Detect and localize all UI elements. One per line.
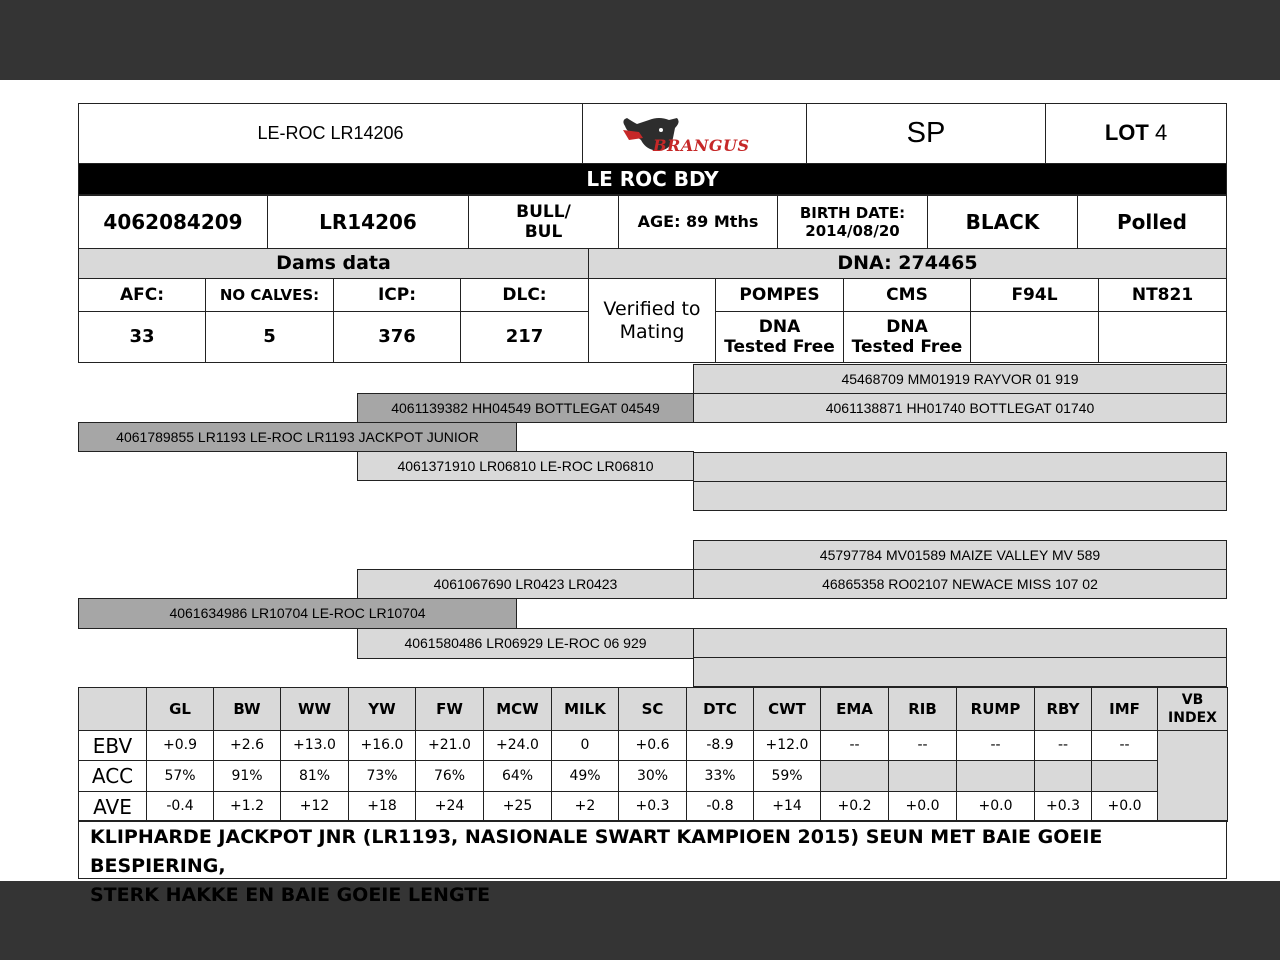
ebv-column-header: SC (618, 687, 687, 731)
ebv-value-cell: +12 (280, 791, 349, 822)
verified-to-mating (588, 278, 716, 363)
ebv-value-cell: +12.0 (753, 730, 821, 761)
ebv-column-header: IMF (1091, 687, 1158, 731)
ebv-value-cell: +25 (483, 791, 552, 822)
animal-name-title: LE ROC BDY (78, 163, 1227, 195)
dna-title: DNA: 274465 (588, 248, 1227, 279)
ebv-value-cell: +1.2 (213, 791, 281, 822)
animal-code: LE-ROC LR14206 (78, 103, 583, 164)
pedigree-sire-dam-dam (693, 481, 1227, 511)
dna-result-line2: Tested Free (724, 337, 835, 357)
verified-line1: Verified to (603, 297, 701, 320)
dams-value-calves: 5 (205, 311, 334, 363)
logo-text: BRANGUS (653, 136, 750, 155)
ebv-row-label: ACC (78, 760, 147, 792)
ebv-value-cell: 76% (415, 760, 484, 792)
ebv-value-cell: -- (1034, 730, 1092, 761)
sex-line1: BULL/ (516, 201, 571, 222)
top-frame-bar (0, 0, 1280, 80)
ebv-value-cell: 91% (213, 760, 281, 792)
ebv-value-cell (1034, 760, 1092, 792)
ebv-value-cell: -0.4 (146, 791, 214, 822)
vb-index-line2: INDEX (1168, 710, 1217, 726)
color: BLACK (927, 195, 1078, 249)
ebv-header-corner (78, 687, 147, 731)
pedigree-dam-dam: 4061580486 LR06929 LE-ROC 06 929 (357, 628, 694, 659)
ebv-value-cell: +13.0 (280, 730, 349, 761)
ebv-value-cell: +21.0 (415, 730, 484, 761)
sex-line2: BUL (524, 222, 563, 242)
ebv-vb-index-header (1157, 687, 1228, 731)
breed-logo (582, 103, 807, 164)
ebv-column-header: YW (348, 687, 416, 731)
dna-test-cms: CMS (843, 278, 971, 312)
ebv-value-cell: 81% (280, 760, 349, 792)
ebv-value-cell: +0.2 (820, 791, 889, 822)
ebv-value-cell: +2 (551, 791, 619, 822)
pedigree-dam-sire-sire: 45797784 MV01589 MAIZE VALLEY MV 589 (693, 540, 1227, 570)
dams-header-dlc: DLC: (460, 278, 589, 312)
dams-value-afc: 33 (78, 311, 206, 363)
comment-line2: STERK HAKKE EN BAIE GOEIE LENGTE (90, 884, 491, 906)
ebv-value-cell: 30% (618, 760, 687, 792)
ebv-column-header: EMA (820, 687, 889, 731)
ebv-row-label: EBV (78, 730, 147, 761)
lot-box (1045, 103, 1227, 164)
ebv-value-cell: +0.0 (888, 791, 957, 822)
birth-date-label: BIRTH DATE: (799, 204, 906, 222)
ebv-value-cell: +14 (753, 791, 821, 822)
ebv-value-cell: +18 (348, 791, 416, 822)
ebv-column-header: BW (213, 687, 281, 731)
dna-result-line2: Tested Free (851, 337, 963, 357)
ebv-value-cell: 57% (146, 760, 214, 792)
verified-line2: Mating (619, 320, 685, 343)
pedigree-sire-dam-sire (693, 452, 1227, 482)
ebv-value-cell: 0 (551, 730, 619, 761)
pedigree-sire-sire-dam: 4061138871 HH01740 BOTTLEGAT 01740 (693, 393, 1227, 423)
comment-box (78, 820, 1227, 906)
ebv-value-cell (956, 760, 1035, 792)
vb-index-line1: VB (1181, 691, 1204, 708)
dams-value-icp: 376 (333, 311, 461, 363)
ebv-column-header: CWT (753, 687, 821, 731)
ebv-column-header: RUMP (956, 687, 1035, 731)
dna-result-line1: DNA (886, 316, 928, 337)
ebv-value-cell (1091, 760, 1158, 792)
ebv-value-cell: -- (888, 730, 957, 761)
birth-date (777, 195, 928, 249)
ebv-value-cell: 49% (551, 760, 619, 792)
dams-value-dlc: 217 (460, 311, 589, 363)
ebv-value-cell: +0.0 (1091, 791, 1158, 822)
dna-result-cms (843, 311, 971, 363)
ebv-value-cell: 73% (348, 760, 416, 792)
ebv-value-cell: 33% (686, 760, 754, 792)
ebv-value-cell: +24 (415, 791, 484, 822)
ebv-column-header: RBY (1034, 687, 1092, 731)
dna-result-f94l (970, 311, 1099, 363)
ebv-value-cell: +0.9 (146, 730, 214, 761)
dna-test-f94l: F94L (970, 278, 1099, 312)
pedigree-dam-sire: 4061067690 LR0423 LR0423 (357, 569, 694, 599)
registration-number: 4062084209 (78, 195, 268, 249)
pedigree-sire: 4061789855 LR1193 LE-ROC LR1193 JACKPOT JUNIOR (78, 422, 517, 452)
pedigree-sire-sire-sire: 45468709 MM01919 RAYVOR 01 919 (693, 364, 1227, 394)
ebv-row-label: AVE (78, 791, 147, 822)
ebv-value-cell: +16.0 (348, 730, 416, 761)
ebv-value-cell: +0.3 (618, 791, 687, 822)
age: AGE: 89 Mths (618, 195, 778, 249)
comment-line1: KLIPHARDE JACKPOT JNR (LR1193, NASIONALE SWART KAMPIOEN 2015) SEUN MET BAIE GOEIE BESPIERING, (90, 826, 1103, 877)
pedigree-sire-sire: 4061139382 HH04549 BOTTLEGAT 04549 (357, 393, 694, 423)
ebv-column-header: MCW (483, 687, 552, 731)
ebv-value-cell (820, 760, 889, 792)
ebv-value-cell: +2.6 (213, 730, 281, 761)
ebv-value-cell: -- (956, 730, 1035, 761)
ebv-value-cell: -8.9 (686, 730, 754, 761)
ebv-column-header: GL (146, 687, 214, 731)
dams-header-calves: NO CALVES: (205, 278, 334, 312)
ebv-column-header: DTC (686, 687, 754, 731)
ebv-value-cell: +24.0 (483, 730, 552, 761)
dams-header-icp: ICP: (333, 278, 461, 312)
ebv-column-header: FW (415, 687, 484, 731)
herd-code: LR14206 (267, 195, 469, 249)
ebv-value-cell (888, 760, 957, 792)
ebv-value-cell: -- (820, 730, 889, 761)
class-code: SP (806, 103, 1046, 164)
sex (468, 195, 619, 249)
dna-test-nt821: NT821 (1098, 278, 1227, 312)
lot-number: 4 (1154, 120, 1168, 146)
ebv-value-cell: -- (1091, 730, 1158, 761)
ebv-column-header: MILK (551, 687, 619, 731)
horn-status: Polled (1077, 195, 1227, 249)
lot-label: LOT (1104, 120, 1149, 146)
ebv-value-cell: -0.8 (686, 791, 754, 822)
birth-date-value: 2014/08/20 (805, 222, 900, 240)
pedigree-dam-dam-sire (693, 628, 1227, 658)
ebv-value-cell: 64% (483, 760, 552, 792)
pedigree-dam: 4061634986 LR10704 LE-ROC LR10704 (78, 598, 517, 629)
dna-result-line1: DNA (758, 316, 801, 337)
dna-result-pompes (715, 311, 844, 363)
dams-header-afc: AFC: (78, 278, 206, 312)
ebv-vb-index-value (1157, 730, 1228, 822)
ebv-value-cell: +0.0 (956, 791, 1035, 822)
pedigree-sire-dam: 4061371910 LR06810 LE-ROC LR06810 (357, 451, 694, 481)
dna-test-pompes: POMPES (715, 278, 844, 312)
dams-data-title: Dams data (78, 248, 589, 279)
pedigree-dam-sire-dam: 46865358 RO02107 NEWACE MISS 107 02 (693, 569, 1227, 599)
ebv-value-cell: +0.6 (618, 730, 687, 761)
dna-result-nt821 (1098, 311, 1227, 363)
ebv-column-header: RIB (888, 687, 957, 731)
pedigree-dam-dam-dam (693, 657, 1227, 687)
ebv-value-cell: 59% (753, 760, 821, 792)
ebv-column-header: WW (280, 687, 349, 731)
ebv-value-cell: +0.3 (1034, 791, 1092, 822)
